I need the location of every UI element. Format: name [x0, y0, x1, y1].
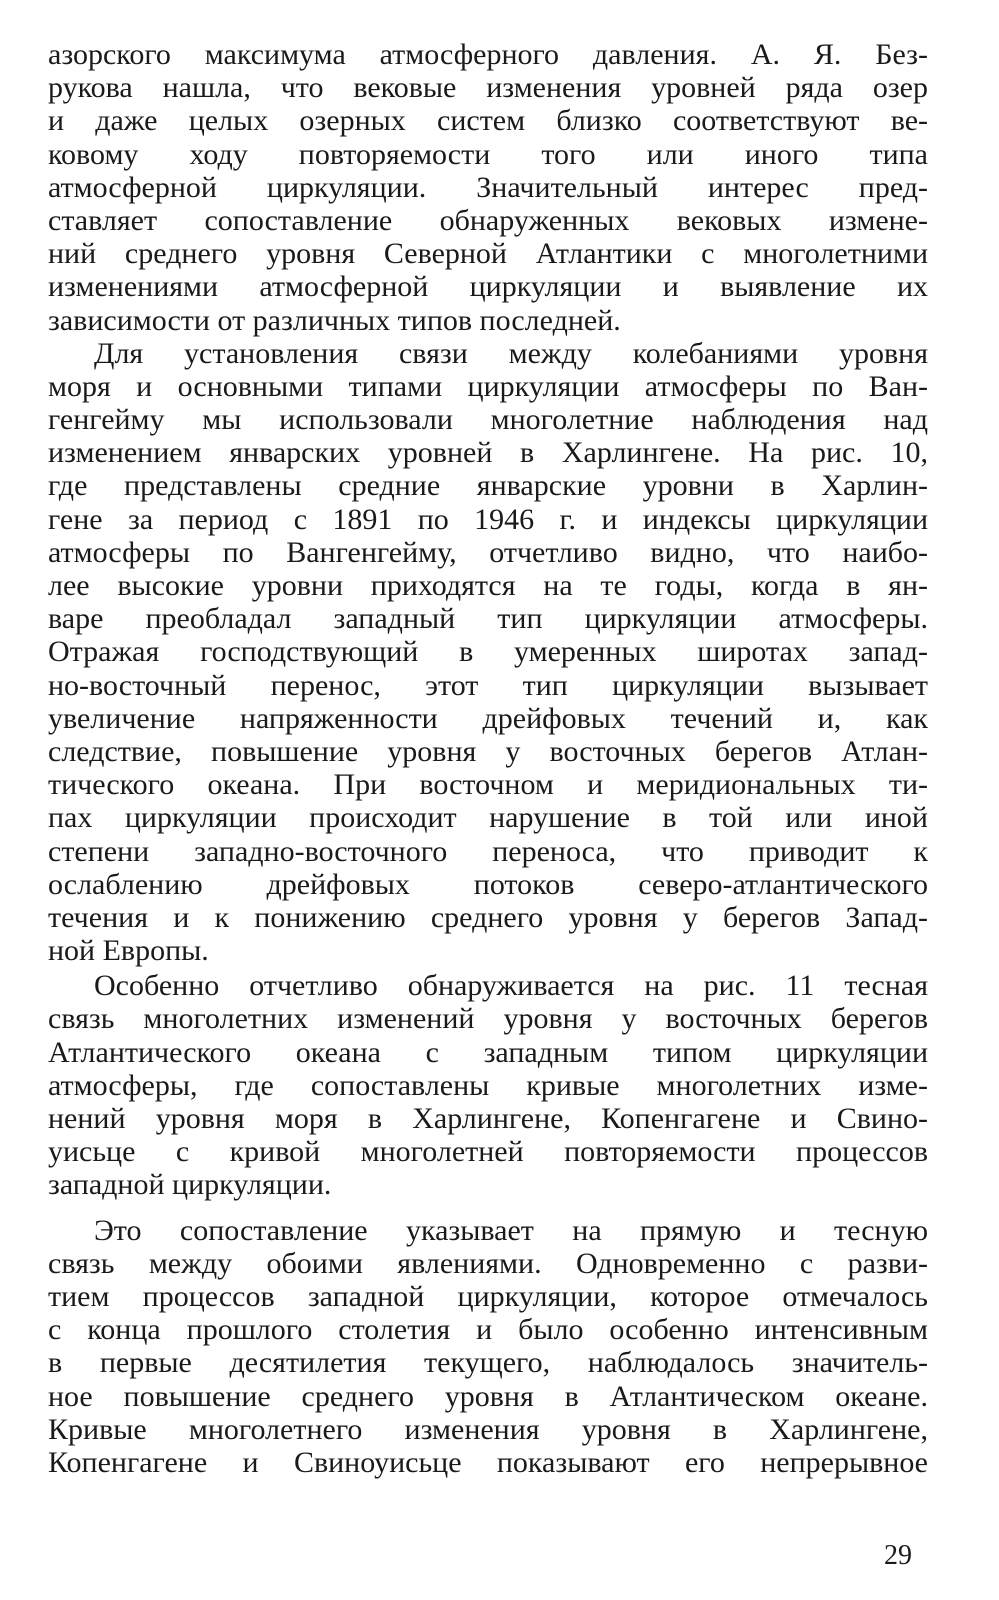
text-line: атмосферы по Вангенгейму, отчетливо видно, что наибо- — [48, 535, 928, 569]
text-line: нений уровня моря в Харлингене, Копенгагене и Свино- — [48, 1102, 928, 1135]
text-line: Для установления связи между колебаниями уровня — [94, 336, 928, 370]
text-line: степени западно-восточного переноса, что приводит к — [48, 834, 928, 868]
text-line: рукова нашла, что вековые изменения уровней ряда озер — [48, 71, 928, 105]
text-line: изменением январских уровней в Харлингене. На рис. 10, — [48, 436, 928, 470]
text-line: Это сопоставление указывает на прямую и тесную — [94, 1213, 928, 1247]
text-line: следствие, повышение уровня у восточных берегов Атлан- — [48, 734, 928, 768]
text-line: но-восточный перенос, этот тип циркуляции вызывает — [48, 668, 928, 702]
text-line: связь между обоими явлениями. Одновременно с разви- — [48, 1246, 928, 1280]
paragraph-2 — [48, 337, 928, 968]
text-line: ослаблению дрейфовых потоков северо-атлантического — [48, 867, 928, 901]
text-line: атмосферы, где сопоставлены кривые многолетних изме- — [48, 1068, 928, 1102]
text-line: и даже целых озерных систем близко соответствуют ве- — [48, 104, 928, 138]
text-line: моря и основными типами циркуляции атмосферы по Ван- — [48, 369, 928, 403]
text-line: Отражая господствующий в умеренных широтах запад- — [48, 635, 928, 669]
text-line: зависимости от различных типов последней. — [48, 303, 621, 337]
text-line: генгейму мы использовали многолетние наблюдения над — [48, 403, 928, 437]
text-line: изменениями атмосферной циркуляции и выявление их — [48, 270, 928, 304]
page-number: 29 — [884, 1540, 912, 1571]
text-line: в первые десятилетия текущего, наблюдалось значитель- — [48, 1346, 928, 1380]
text-line: ставляет сопоставление обнаруженных вековых измене- — [48, 203, 928, 237]
text-line: где представлены средние январские уровни в Харлин- — [48, 469, 928, 503]
page-text-body — [48, 38, 928, 1479]
text-line: ное повышение среднего уровня в Атлантическом океане. — [48, 1379, 928, 1413]
text-line: атмосферной циркуляции. Значительный интерес пред- — [48, 170, 928, 204]
text-line: ковому ходу повторяемости того или иного типа — [48, 137, 928, 171]
text-line: Атлантического океана с западным типом циркуляции — [48, 1035, 928, 1069]
text-line: тического океана. При восточном и меридиональных ти- — [48, 768, 928, 802]
text-line: гене за период с 1891 по 1946 г. и индексы циркуляции — [48, 502, 928, 536]
text-line: Особенно отчетливо обнаруживается на рис. 11 тесная — [94, 969, 928, 1003]
paragraph-3 — [48, 969, 928, 1201]
text-line: с конца прошлого столетия и было особенно интенсивным — [48, 1313, 928, 1347]
text-line: ной Европы. — [48, 934, 209, 968]
text-line: связь многолетних изменений уровня у восточных берегов — [48, 1002, 928, 1036]
paragraph-1 — [48, 38, 928, 337]
paragraph-4 — [48, 1214, 928, 1480]
text-line: пах циркуляции происходит нарушение в той или иной — [48, 801, 928, 835]
text-line: варе преобладал западный тип циркуляции атмосферы. — [48, 602, 928, 636]
text-line: Копенгагене и Свиноуисьце показывают его непрерывное — [48, 1445, 928, 1479]
text-line: Кривые многолетнего изменения уровня в Харлингене, — [48, 1412, 928, 1446]
text-line: увеличение напряженности дрейфовых течений и, как — [48, 701, 928, 735]
text-line: ний среднего уровня Северной Атлантики с многолетними — [48, 237, 928, 271]
text-line: уисьце с кривой многолетней повторяемости процессов — [48, 1135, 928, 1169]
text-line: лее высокие уровни приходятся на те годы, когда в ян- — [48, 569, 928, 602]
text-line: западной циркуляции. — [48, 1168, 332, 1202]
text-line: течения и к понижению среднего уровня у берегов Запад- — [48, 900, 928, 934]
text-line: тием процессов западной циркуляции, которое отмечалось — [48, 1279, 928, 1313]
text-line: азорского максимума атмосферного давления. А. Я. Без- — [48, 38, 928, 71]
